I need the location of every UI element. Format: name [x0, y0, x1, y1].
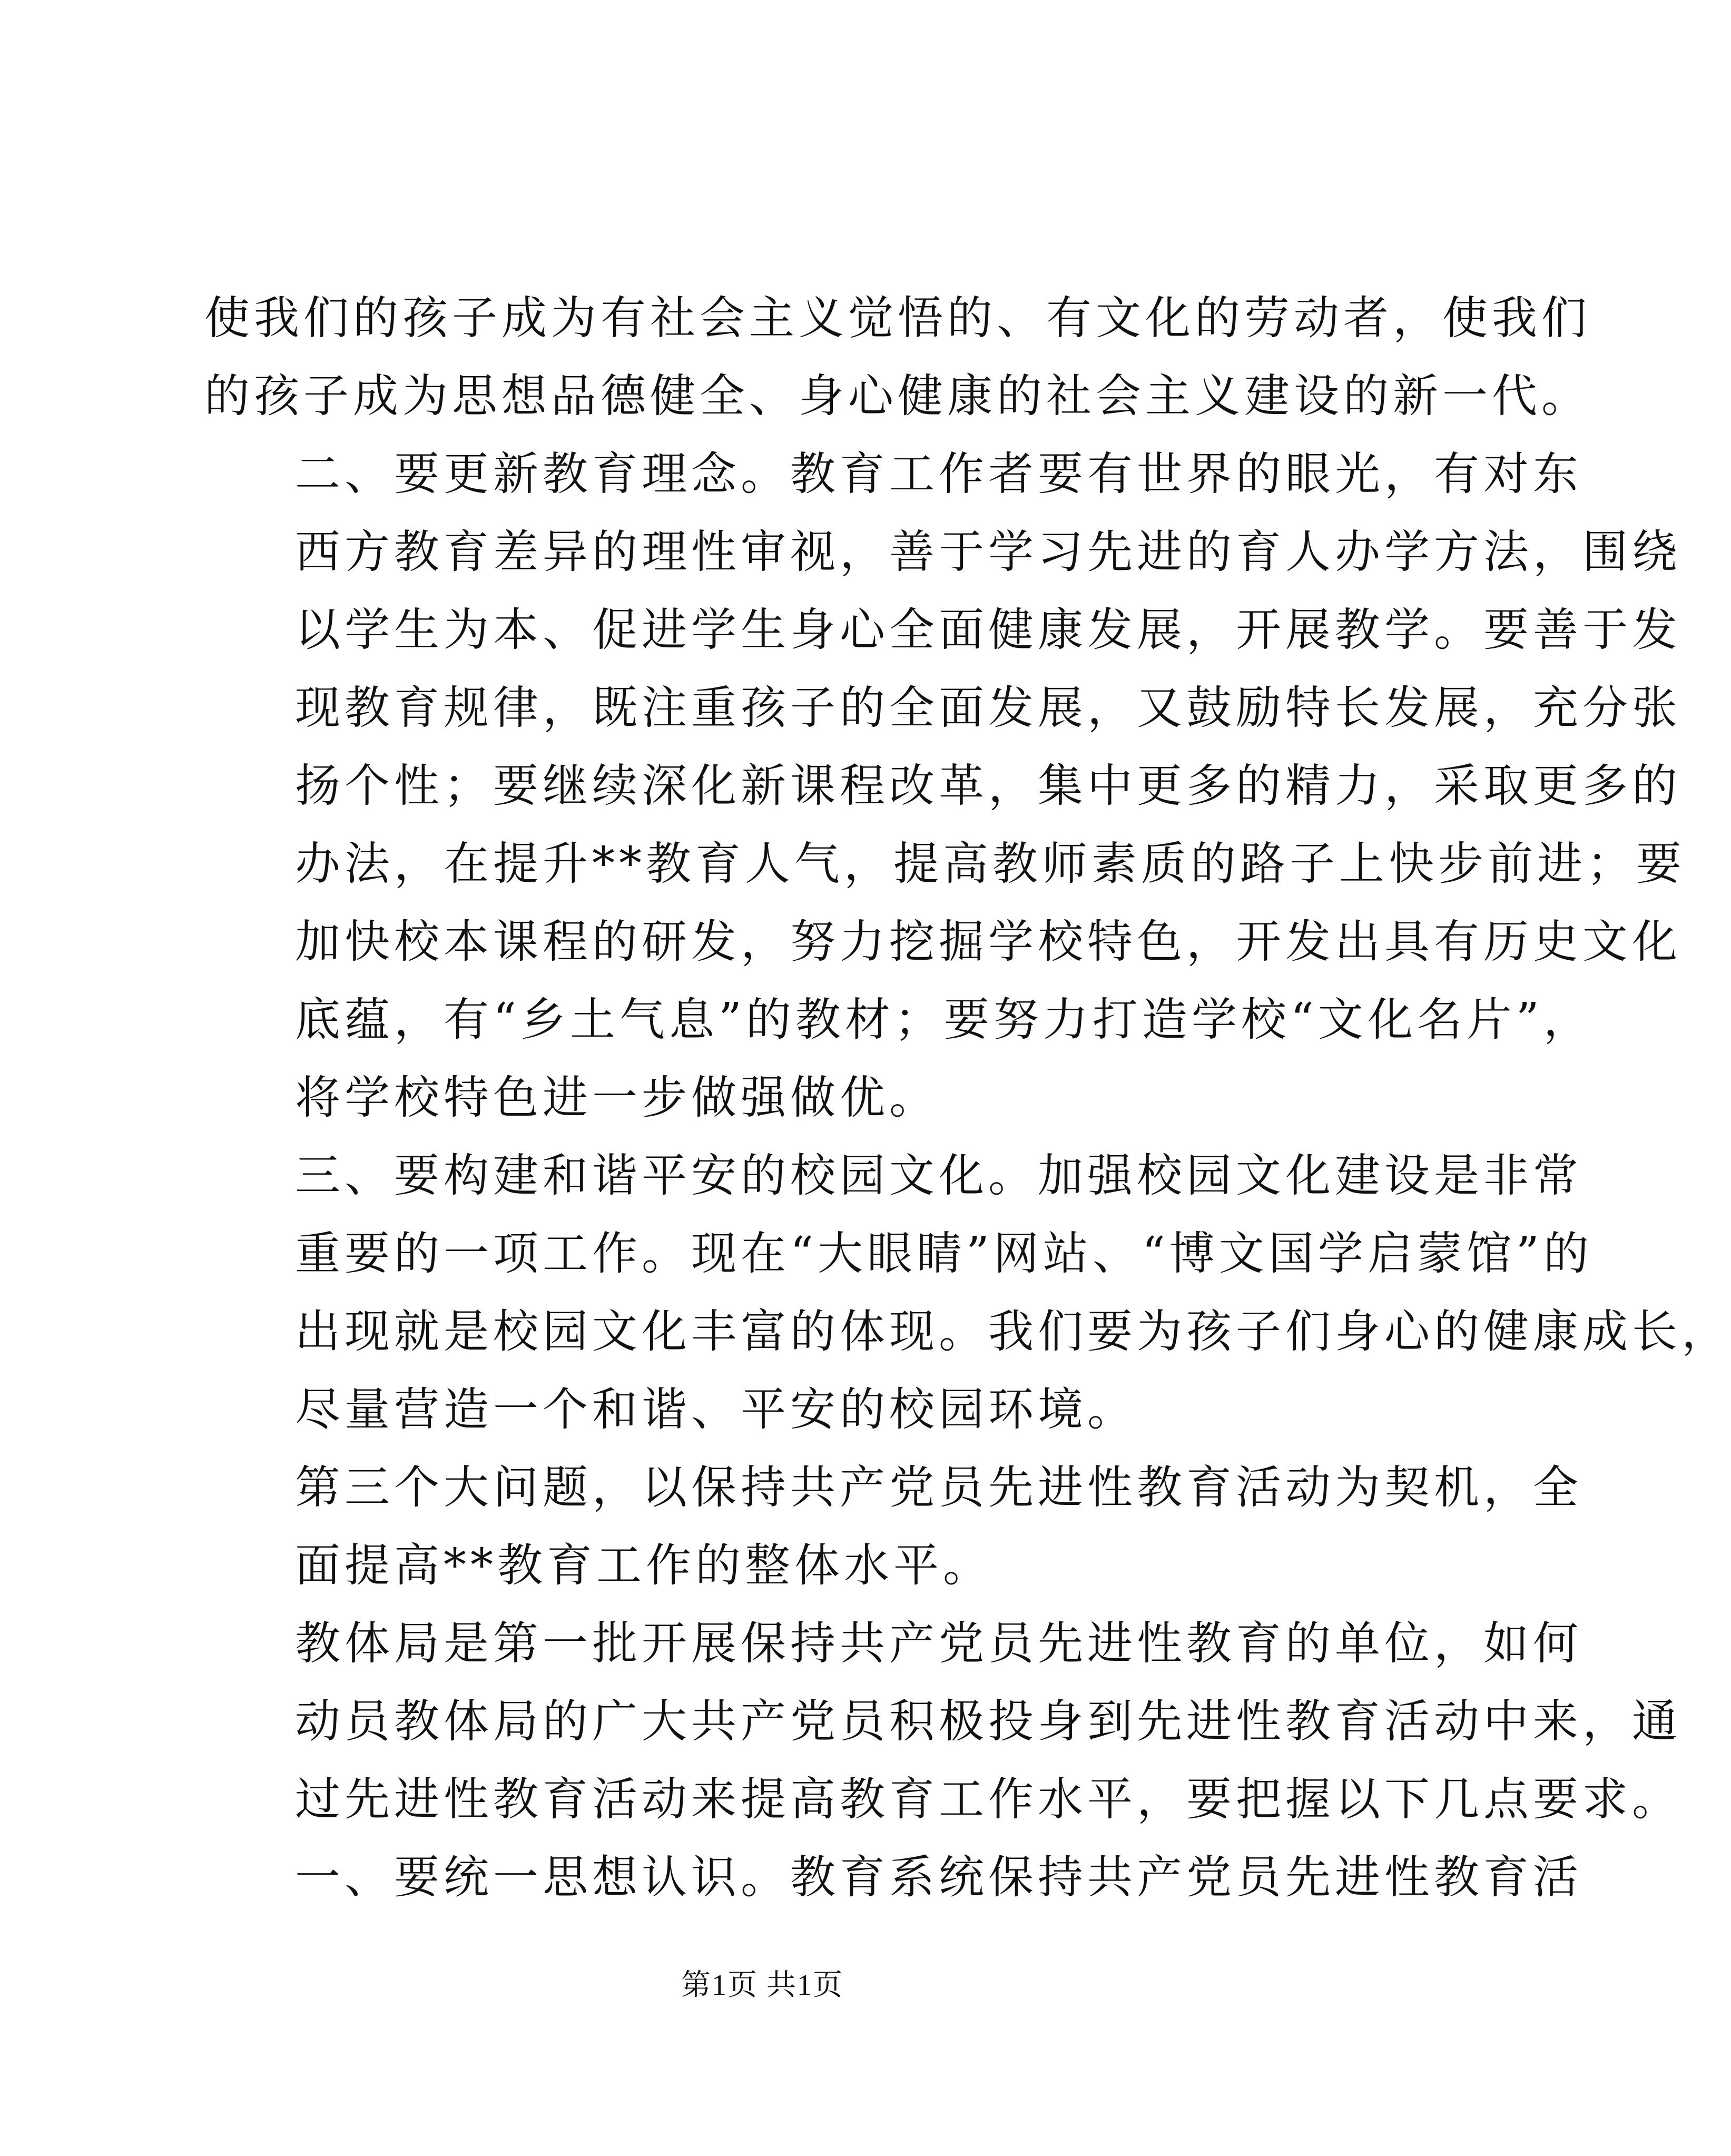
page-footer: 第1页 共1页 — [681, 1969, 843, 2002]
text-line: 使我们的孩子成为有社会主义觉悟的、有文化的劳动者，使我们 — [204, 292, 1591, 344]
text-line: 的孩子成为思想品德健全、身心健康的社会主义建设的新一代。 — [204, 370, 1591, 422]
text-line: 将学校特色进一步做强做优。 — [295, 1071, 939, 1124]
paragraph — [204, 1838, 1582, 1916]
text-line: 加快校本课程的研发，努力挖掘学校特色，开发出具有历史文化 — [295, 915, 1681, 968]
paragraph — [204, 435, 1686, 1137]
paragraph — [204, 1449, 1582, 1604]
text-line: 第三个大问题，以保持共产党员先进性教育活动为契机，全 — [295, 1461, 1582, 1514]
text-line: 西方教育差异的理性审视，善于学习先进的育人办学方法，围绕 — [295, 526, 1681, 578]
text-line: 动员教体局的广大共产党员积极投身到先进性教育活动中来，通 — [295, 1695, 1681, 1748]
text-line: 教体局是第一批开展保持共产党员先进性教育的单位，如何 — [295, 1617, 1582, 1670]
paragraph — [204, 279, 1591, 435]
text-line: 扬个性；要继续深化新课程改革，集中更多的精力，采取更多的 — [295, 760, 1681, 812]
text-line: 重要的一项工作。现在“大眼睛”网站、“博文国学启蒙馆”的 — [295, 1227, 1593, 1280]
text-line: 以学生为本、促进学生身心全面健康发展，开展教学。要善于发 — [295, 604, 1681, 656]
paragraph — [204, 1604, 1681, 1838]
text-line: 一、要统一思想认识。教育系统保持共产党员先进性教育活 — [295, 1851, 1582, 1904]
text-line: 过先进性教育活动来提高教育工作水平，要把握以下几点要求。 — [295, 1773, 1681, 1826]
paragraph — [204, 1137, 1731, 1449]
text-line: 出现就是校园文化丰富的体现。我们要为孩子们身心的健康成长， — [295, 1305, 1731, 1358]
text-line: 办法，在提升**教育人气，提高教师素质的路子上快步前进；要 — [295, 838, 1686, 890]
text-line: 三、要构建和谐平安的校园文化。加强校园文化建设是非常 — [295, 1149, 1582, 1202]
text-line: 现教育规律，既注重孩子的全面发展，又鼓励特长发展，充分张 — [295, 682, 1681, 734]
text-line: 二、要更新教育理念。教育工作者要有世界的眼光，有对东 — [295, 448, 1582, 500]
text-line: 尽量营造一个和谐、平安的校园环境。 — [295, 1383, 1137, 1436]
document-body — [204, 279, 1731, 1916]
text-line: 底蕴，有“乡土气息”的教材；要努力打造学校“文化名片”， — [295, 993, 1593, 1046]
text-line: 面提高**教育工作的整体水平。 — [295, 1539, 992, 1592]
